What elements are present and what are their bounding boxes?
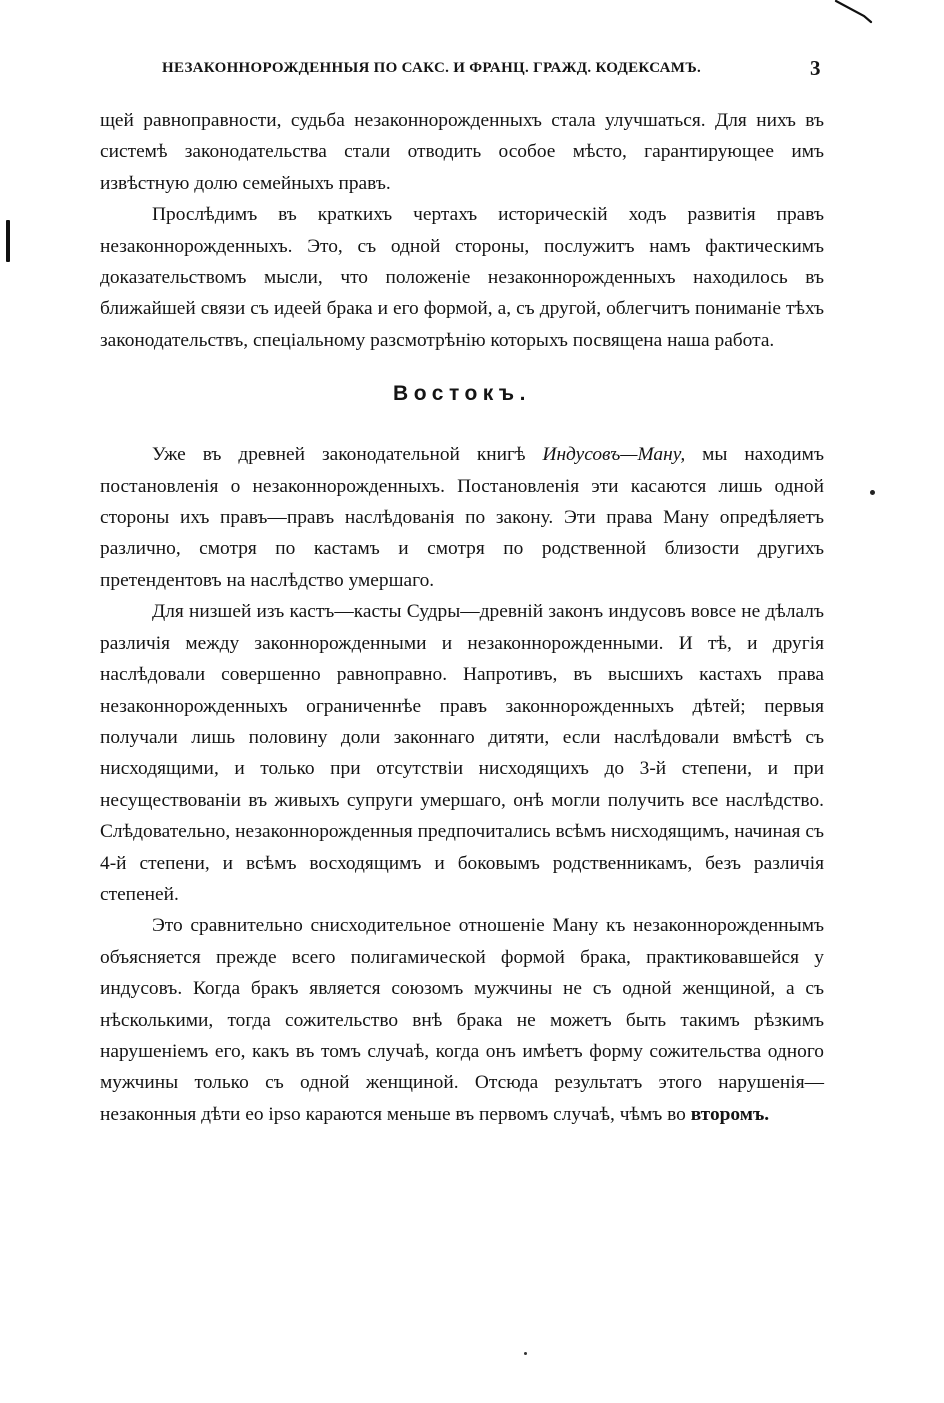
body-text bbox=[100, 105, 824, 1130]
paragraph-text: Это сравнительно снисходительное отношеніе Ману къ незаконнорожденнымъ объясняется прежде всего полигамической формой брака, практиковавшейся у индусовъ. Когда бракъ является союзомъ мужчины не съ одной женщиной, а съ нѣсколькими, тогда сожительство внѣ брака не можетъ быть такимъ рѣзкимъ нарушеніемъ его, какъ въ томъ случаѣ, когда онъ имѣетъ форму сожительства одного мужчины только съ одной женщиной. Отсюда результатъ этого нарушенія—незаконныя дѣти eo ipso караются меньше въ первомъ случаѣ, чѣмъ во bbox=[100, 915, 824, 1125]
running-title: НЕЗАКОННОРОЖДЕННЫЯ ПО САКС. И ФРАНЦ. ГРАЖД. КОДЕКСАМЪ. bbox=[162, 60, 702, 76]
paragraph-text: мы находимъ постановленія о незаконнорожденныхъ. Постановленія эти касаются лишь одной стороны ихъ правъ—правъ наслѣдованія по закону. Эти права Ману опредѣляетъ различно, смотря по кастамъ и смотря по родственной близости другихъ претендентовъ на наслѣдство умершаго. bbox=[100, 444, 824, 591]
ink-dot bbox=[870, 490, 875, 495]
italic-term: Индусовъ—Ману, bbox=[542, 444, 686, 466]
margin-mark bbox=[6, 220, 10, 262]
paragraph-continued: щей равноправности, судьба незаконнорожденныхъ стала улучшаться. Для нихъ въ системѣ законодательства стали отводить особое мѣсто, гарантирующее имъ извѣстную долю семейныхъ правъ. bbox=[100, 110, 824, 194]
paragraph-text: Уже въ древней законодательной книгѣ bbox=[152, 444, 543, 466]
section-heading: Востокъ. bbox=[393, 382, 531, 406]
paragraph-last bbox=[100, 910, 824, 1130]
paragraph-manu bbox=[100, 439, 824, 596]
paragraph: Для низшей изъ кастъ—касты Судры—древній законъ индусовъ вовсе не дѣлалъ различія между законнорожденными и незаконнорожденными. И тѣ, и другія наслѣдовали совершенно равноправно. Напротивъ, въ высшихъ кастахъ права незаконнорожденныхъ ограниченнѣе правъ законнорожденныхъ дѣтей; первыя получали лишь половину доли законнаго дитяти, если наслѣдовали вмѣстѣ съ нисходящими, и только при отсутствіи нисходящихъ до 3-й степени, и при несуществованіи въ живыхъ супруги умершаго, онѣ могли получить все наслѣдство. Слѣдовательно, незаконнорожденныя предпочитались всѣмъ нисходящимъ, начиная съ 4-й степени, и всѣмъ восходящимъ и боковымъ родственникамъ, безъ различія степеней. bbox=[100, 601, 824, 905]
page-number: 3 bbox=[810, 56, 821, 80]
paragraph-final-word: второмъ. bbox=[690, 1103, 770, 1125]
corner-scratch-mark bbox=[834, 0, 874, 24]
ink-dot bbox=[524, 1352, 527, 1355]
paragraph: Прослѣдимъ въ краткихъ чертахъ историческій ходъ развитія правъ незаконнорожденныхъ. Это, съ одной стороны, послужитъ намъ фактическимъ доказательствомъ мысли, что положеніе незаконнорожденныхъ находилось въ ближайшей связи съ идеей брака и его формой, а, съ другой, облегчитъ пониманіе тѣхъ законодательствъ, спеціальному разсмотрѣнію которыхъ посвящена наша работа. bbox=[100, 204, 824, 351]
